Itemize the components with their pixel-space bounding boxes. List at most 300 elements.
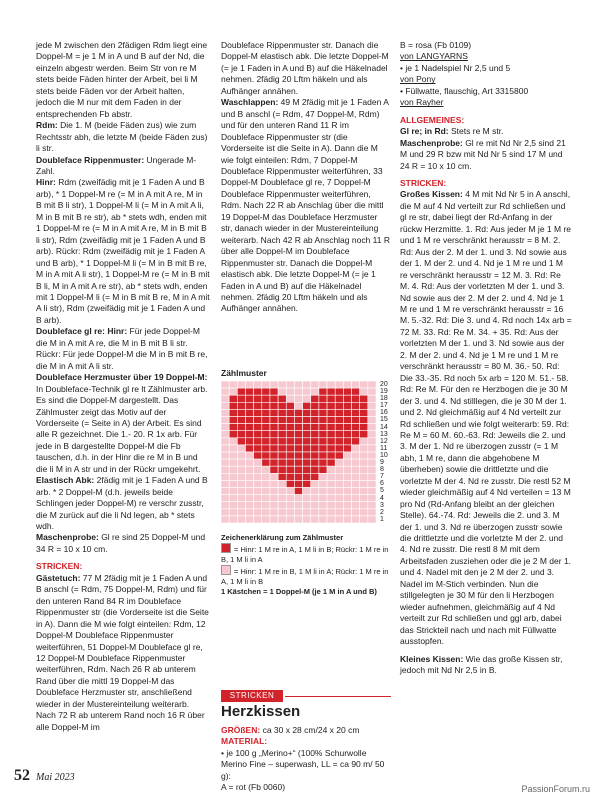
cell-color-b [237,488,245,495]
cell-color-a [343,445,351,452]
cell-color-a [303,417,311,424]
cell-color-b [335,495,343,502]
cell-color-b [327,480,335,487]
cell-color-b [303,502,311,509]
cell-color-a [262,395,270,402]
paragraph-lead: Rdm: [36,120,58,131]
cell-color-a [237,409,245,416]
row-number: 7 [380,473,384,481]
cell-color-b [278,388,286,395]
cell-color-b [229,452,237,459]
cell-color-a [294,488,302,495]
row-number: 4 [380,494,384,502]
paragraph [36,475,210,532]
paragraph-text: Stets re M str. [448,126,504,137]
sizes-line [221,725,391,736]
cell-color-a [319,459,327,466]
cell-color-b [245,502,253,509]
cell-color-b [262,488,270,495]
cell-color-a [303,473,311,480]
cell-color-a [311,473,319,480]
paragraph-lead: Doubleface Herzmuster über 19 Doppel-M: [36,372,208,383]
cell-color-b [368,480,376,487]
row-number: 17 [380,402,388,410]
cell-color-b [245,509,253,516]
cell-color-b [262,516,270,523]
cell-color-b [245,480,253,487]
cell-color-b [221,459,229,466]
cell-color-b [262,509,270,516]
cell-color-b [262,495,270,502]
cell-color-b [368,388,376,395]
cell-color-b [335,459,343,466]
cell-color-a [352,431,360,438]
cell-color-b [360,502,368,509]
cell-color-b [352,452,360,459]
cell-color-b [360,516,368,523]
cell-color-a [352,395,360,402]
cell-color-b [319,495,327,502]
cell-color-b [303,388,311,395]
cell-color-b [229,495,237,502]
cell-color-b [319,502,327,509]
cell-color-a [237,424,245,431]
cell-color-b [343,488,351,495]
cell-color-a [286,445,294,452]
supplier-line: von LANGYARNS [400,51,468,62]
cell-color-b [327,516,335,523]
cell-color-b [221,480,229,487]
cell-color-b [352,509,360,516]
cell-color-a [270,466,278,473]
paragraph-lead: Maschenprobe: [400,137,463,148]
paragraph-text: 77 M 2fädig mit je 1 Faden A und B anschl (= Rdm, 75 Doppel-M, Rdm) und für den unteren Rand 84 R im Doubleface Rippenmuster str (die Vorderseite ist die Seite in A). Dann die M wie folgt einteilen: Rdm, 12 Doppel-M Doubleface Rippenmuster weiterführen, 51 Doppel-M Doubleface gl re, 12 Doppel-M Doubleface Rippenmuster weiterführen, Rdm. Nach 26 R ab unterem Rand über die mittl 19 Doppel-M das Doubleface Herzmuster str, anschließend wieder in der Mustereinteilung weiterarb. Nach 72 R ab unterem Rand noch 16 R über alle Doppel-M im [36,572,209,732]
cell-color-a [303,459,311,466]
paragraph-lead: Gl re; in Rd: [400,126,449,137]
cell-color-b [319,516,327,523]
heading: ALLGEMEINES: [400,114,465,125]
paragraph [36,177,210,326]
row-number: 8 [380,466,384,474]
cell-color-a [294,480,302,487]
cell-color-b [229,459,237,466]
cell-color-a [352,402,360,409]
cell-color-a [245,409,253,416]
cell-color-b [237,516,245,523]
cell-color-b [335,509,343,516]
cell-color-a [352,417,360,424]
cell-color-b [360,452,368,459]
paragraph-lead: Doubleface gl re: Hinr: [36,326,128,337]
cell-color-a [327,424,335,431]
cell-color-b [294,395,302,402]
cell-color-a [254,402,262,409]
cell-color-b [229,473,237,480]
paragraph-text: Gl re sind 25 Doppel-M und 34 R = 10 x 10 cm. [36,532,206,554]
cell-color-a [360,402,368,409]
cell-color-b [335,480,343,487]
paragraph-text: Rdm (zweifädig mit je 1 Faden A und B arb), * 1 Doppel-M re (= M in A mit A re, M in B mit B li str), 1 Doppel-M li (= M in A mit A li, M in B mit B re str), ab * stets wdh, enden mit 1 Doppel-M re (= M in A mit A re, M in B mit B li str), Rdm (zweifädig mit je 1 Faden A und B arb). Rückr: Rdm (zweifädig mit je 1 Faden A und B arb), * 1 Doppel-M li (= M in B mit B re, M in A mit A li str), 1 Doppel-M re (= M in B mit B li, M in A mit A re str), ab * stets wdh, enden mit 1 Doppel-M li (= M in B mit B re, M in A mit A li str), Rdm (zweifädig mit je 1 Faden A und B arb). [36,177,210,325]
cell-color-b [237,502,245,509]
cell-color-b [245,381,253,388]
cell-color-b [278,480,286,487]
cell-color-b [360,488,368,495]
material-item: • je 1 Nadelspiel Nr 2,5 und 5 [400,63,572,74]
cell-color-b [221,473,229,480]
cell-color-a [262,438,270,445]
cell-color-b [229,466,237,473]
section-divider [285,696,391,697]
legend-title: Zeichenerklärung zum Zählmuster [221,533,344,542]
cell-color-a [335,388,343,395]
cell-color-b [245,466,253,473]
cell-color-b [319,509,327,516]
cell-color-a [278,452,286,459]
cell-color-b [360,438,368,445]
cell-color-b [311,381,319,388]
cell-color-a [254,388,262,395]
cell-color-a [278,417,286,424]
cell-color-b [221,395,229,402]
cell-color-b [360,509,368,516]
cell-color-a [229,402,237,409]
cell-color-b [368,495,376,502]
cell-color-b [343,495,351,502]
cell-color-a [245,424,253,431]
cell-color-b [286,388,294,395]
cell-color-a [278,409,286,416]
cell-color-b [360,459,368,466]
cell-color-a [311,409,319,416]
cell-color-b [286,395,294,402]
cell-color-b [262,381,270,388]
cell-color-b [311,488,319,495]
paragraph [36,326,210,372]
cell-color-b [360,495,368,502]
cell-color-b [311,509,319,516]
cell-color-b [229,388,237,395]
cell-color-b [360,445,368,452]
cell-color-a [352,409,360,416]
cell-color-a [262,452,270,459]
cell-color-b [270,488,278,495]
cell-color-a [262,431,270,438]
paragraph [400,654,572,677]
cell-color-a [245,417,253,424]
cell-color-b [278,488,286,495]
cell-color-a [343,402,351,409]
cell-color-a [319,438,327,445]
cell-color-b [343,452,351,459]
cell-color-a [270,452,278,459]
cell-color-b [254,502,262,509]
cell-color-a [303,480,311,487]
cell-color-b [352,459,360,466]
cell-color-a [303,445,311,452]
cell-color-a [286,452,294,459]
cell-color-a [343,388,351,395]
cell-color-b [352,516,360,523]
paragraph-text: Die 1. M (beide Fäden zus) wie zum Rechtsstr abh, die letzte M (beide Fäden zus) li str. [36,120,208,154]
issue-label: Mai 2023 [36,772,75,783]
cell-color-a [343,417,351,424]
cell-color-a [278,431,286,438]
cell-color-b [352,381,360,388]
cell-color-a [286,466,294,473]
paragraph-lead: Elastisch Abk: [36,475,95,486]
cell-color-b [270,516,278,523]
cell-color-a [254,452,262,459]
heading: STRICKEN: [36,561,83,572]
paragraph-lead: Großes Kissen: [400,189,463,200]
paragraph-lead: Kleines Kissen: [400,653,464,664]
cell-color-a [278,395,286,402]
cell-color-a [311,438,319,445]
paragraph-text: Für jede Doppel-M die M in A mit A re, die M in B mit B li str. Rückr: Für jede Doppel-M die M in B mit B re, die M in A mit A li str. [36,326,208,371]
cell-color-a [327,409,335,416]
cell-color-b [254,488,262,495]
cell-color-b [335,488,343,495]
cell-color-a [254,431,262,438]
cell-color-a [303,431,311,438]
cell-color-a [311,431,319,438]
cell-color-b [221,509,229,516]
cell-color-b [368,431,376,438]
cell-color-b [262,473,270,480]
cell-color-a [343,409,351,416]
cell-color-a [229,417,237,424]
cell-color-a [360,409,368,416]
paragraph [400,40,572,51]
cell-color-a [270,445,278,452]
cell-color-b [237,495,245,502]
cell-color-a [262,402,270,409]
cell-color-b [245,459,253,466]
cell-color-a [245,431,253,438]
cell-color-b [270,473,278,480]
chart-row-numbers [380,381,394,523]
cell-color-b [343,473,351,480]
paragraph-text: Gl re mit Nd Nr 2,5 sind 21 M und 29 R bzw mit Nd Nr 5 sind 17 M und 24 R = 10 x 10 cm. [400,137,566,171]
row-number: 16 [380,409,388,417]
cell-color-b [229,516,237,523]
cell-color-a [270,388,278,395]
cell-color-b [319,381,327,388]
cell-color-b [319,473,327,480]
cell-color-a [270,424,278,431]
cell-color-b [294,388,302,395]
cell-color-b [352,488,360,495]
cell-color-b [368,509,376,516]
row-number: 20 [380,381,388,388]
cell-color-b [229,445,237,452]
cell-color-a [327,388,335,395]
cell-color-b [343,381,351,388]
row-number: 14 [380,423,388,431]
cell-color-b [237,459,245,466]
cell-color-a [262,417,270,424]
cell-color-b [294,381,302,388]
cell-color-b [343,502,351,509]
cell-color-a [319,452,327,459]
cell-color-a [245,388,253,395]
cell-color-a [286,402,294,409]
cell-color-b [294,502,302,509]
cell-color-a [303,452,311,459]
cell-color-a [311,395,319,402]
cell-color-b [221,409,229,416]
cell-color-a [327,431,335,438]
cell-color-b [254,495,262,502]
cell-color-b [221,424,229,431]
cell-color-a [294,459,302,466]
row-number: 6 [380,480,384,488]
cell-color-b [270,480,278,487]
row-number: 18 [380,395,388,403]
row-number: 1 [380,515,384,523]
column-2 [221,40,391,315]
cell-color-a [278,445,286,452]
cell-color-a [327,438,335,445]
cell-color-b [303,516,311,523]
cell-color-b [368,438,376,445]
cell-color-a [286,473,294,480]
paragraph [400,189,572,647]
paragraph-text: B = rosa (Fb 0109) [400,40,472,50]
paragraph [36,155,210,178]
cell-color-a [303,466,311,473]
cell-color-a [319,409,327,416]
cell-color-b [229,488,237,495]
cell-color-a [245,438,253,445]
cell-color-b [286,502,294,509]
cell-color-a [286,424,294,431]
cell-color-b [221,452,229,459]
cell-color-a [343,438,351,445]
cell-color-b [262,480,270,487]
cell-color-b [254,466,262,473]
cell-color-b [237,473,245,480]
cell-color-a [237,417,245,424]
cell-color-a [294,438,302,445]
cell-color-b [262,502,270,509]
cell-color-b [245,473,253,480]
cell-color-a [311,452,319,459]
cell-color-a [245,445,253,452]
cell-color-b [254,473,262,480]
cell-color-b [270,381,278,388]
cell-color-b [270,495,278,502]
cell-color-a [335,417,343,424]
page-number: 52 [14,767,30,784]
cell-color-b [221,516,229,523]
cell-color-b [335,381,343,388]
paragraph [36,532,210,555]
chart-legend [221,533,393,597]
cell-color-b [335,466,343,473]
cell-color-b [278,516,286,523]
cell-color-b [335,502,343,509]
cell-color-b [303,395,311,402]
cell-color-a [294,431,302,438]
cell-color-b [262,466,270,473]
cell-color-a [286,431,294,438]
cell-color-b [343,480,351,487]
paragraph-lead: Gästetuch: [36,572,81,583]
cell-color-a [319,466,327,473]
material-color-a: A = rot (Fb 0060) [221,782,286,793]
cell-color-a [327,395,335,402]
cell-color-a [335,395,343,402]
cell-color-a [319,424,327,431]
paragraph-text: In Doubleface-Technik gl re lt Zählmuster arb. Es sind die Doppel-M dargestellt. Das Zählmuster zeigt das Motiv auf der Vorderseite (= Seite in A) der Arbeit. Es sind alle R gezeichnet. Die 1.- 20. R 1x arb. Für jede in B dargestellte Doppel-M die Fb tauschen, d.h. in der Hinr die re M in B und die li M in A str und in der Rückr umgekehrt. [36,383,208,474]
cell-color-a [294,424,302,431]
swatch-a [221,543,231,553]
cell-color-a [254,417,262,424]
cell-color-b [335,473,343,480]
cell-color-a [343,431,351,438]
supplier-line: von Pony [400,74,436,85]
cell-color-b [245,488,253,495]
cell-color-a [278,402,286,409]
paragraph [36,573,210,733]
cell-color-b [368,452,376,459]
section-intro [221,725,391,794]
cell-color-b [245,495,253,502]
cell-color-a [311,417,319,424]
row-number: 19 [380,388,388,396]
paragraph [221,40,391,97]
row-number: 12 [380,437,388,445]
cell-color-a [303,438,311,445]
cell-color-a [229,409,237,416]
row-number: 5 [380,487,384,495]
paragraph [36,40,210,120]
supplier-line: von Rayher [400,97,444,108]
paragraph [400,138,572,172]
cell-color-b [352,473,360,480]
cell-color-a [352,424,360,431]
column-1 [36,40,210,733]
paragraph-text: Wie das große Kissen str, jedoch mit Nd Nr 2,5 in B. [400,653,563,676]
cell-color-b [237,452,245,459]
cell-color-b [343,516,351,523]
cell-color-a [278,438,286,445]
cell-color-a [229,424,237,431]
cell-color-b [311,480,319,487]
legend-b-text: = Hinr: 1 M re in B, 1 M li in A; Rückr: 1 M re in A, 1 M li in B [221,567,389,586]
cell-color-a [270,395,278,402]
cell-color-a [278,459,286,466]
cell-color-a [327,452,335,459]
paragraph-text: jede M zwischen den 2fädigen Rdm liegt eine Doppel-M = je 1 M in A und B auf der Nd, die einzeln abgestr werden. Beim Str von re M stets beide Fäden hinter der Arbeit, bei li M stets beide Fäden vor der Arbeit halten, jedoch die M nur mit dem Faden in der entsprechenden Fb abstr. [36,40,208,119]
cell-color-b [343,459,351,466]
cell-color-b [294,402,302,409]
cell-color-b [311,495,319,502]
cell-color-b [221,502,229,509]
cell-color-a [270,459,278,466]
cell-color-a [262,409,270,416]
paragraph-lead: Waschlappen: [221,97,279,108]
cell-color-a [335,402,343,409]
cell-color-b [221,431,229,438]
paragraph [36,120,210,154]
cell-color-a [254,424,262,431]
paragraph-text: Ungerade M-Zahl. [36,154,197,176]
cell-color-b [368,488,376,495]
paragraph [221,97,391,315]
cell-color-b [254,516,262,523]
